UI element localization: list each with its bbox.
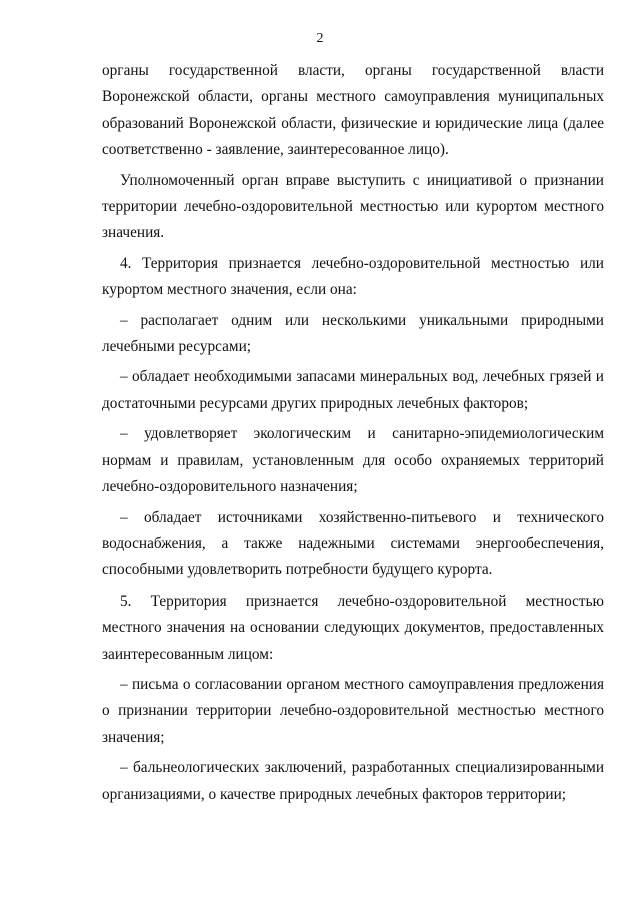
paragraph-authorized-body: Уполномоченный орган вправе выступить с инициативой о признании территории лечебно-оздоровительной местностью или курортом местного значения. bbox=[102, 171, 604, 242]
paragraph-continuation: органы государственной власти, органы государственной власти Воронежской области, органы местного самоуправления муниципальных образований Воронежской области, физические и юридические лица (далее соответственно - заявление, заинтересованное лицо). bbox=[102, 62, 604, 159]
list-item: – удовлетворяет экологическим и санитарно-эпидемиологическим нормам и правилам, установленным для особо охраняемых территорий лечебно-оздоровительного назначения; bbox=[102, 425, 604, 496]
paragraph-item-5: 5. Территория признается лечебно-оздоровительной местностью местного значения на основании следующих документов, предоставленных заинтересованным лицом: bbox=[102, 592, 604, 663]
list-item: – обладает источниками хозяйственно-питьевого и технического водоснабжения, а также надежными системами энергообеспечения, способными удовлетворить потребности будущего курорта. bbox=[102, 508, 604, 579]
document-body bbox=[102, 58, 604, 808]
paragraph-item-4: 4. Территория признается лечебно-оздоровительной местностью или курортом местного значения, если она: bbox=[102, 254, 604, 299]
list-item: – письма о согласовании органом местного самоуправления предложения о признании территории лечебно-оздоровительной местностью местного значения; bbox=[102, 675, 604, 746]
list-item: – располагает одним или несколькими уникальными природными лечебными ресурсами; bbox=[102, 311, 604, 356]
list-item: – обладает необходимыми запасами минеральных вод, лечебных грязей и достаточными ресурсами других природных лечебных факторов; bbox=[102, 368, 604, 412]
page-number: 2 bbox=[316, 31, 324, 46]
list-item: – бальнеологических заключений, разработанных специализированными организациями, о качестве природных лечебных факторов территории; bbox=[102, 759, 604, 803]
